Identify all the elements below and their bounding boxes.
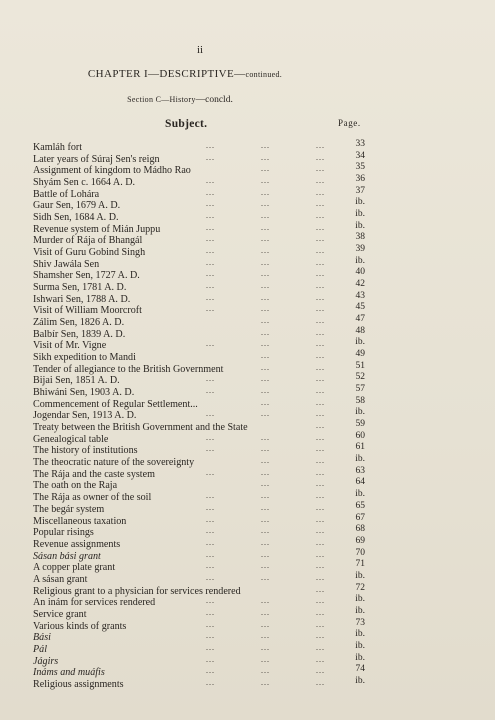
leader-dots: ...	[261, 211, 270, 221]
section-heading	[0, 95, 360, 105]
leader-dots: ...	[261, 456, 270, 466]
entry-title: Commencement of Regular Settlement...	[33, 398, 198, 410]
leader-dots: ...	[261, 607, 270, 617]
entry-page-number: ib.	[355, 255, 365, 266]
leader-dots: ...	[261, 176, 270, 186]
leader-dots: ...	[206, 386, 215, 396]
entry-page-number: ib.	[355, 675, 365, 686]
leader-dots: ...	[261, 304, 270, 314]
leader-dots: ...	[316, 351, 325, 361]
entry-page-number: ib.	[355, 197, 365, 208]
entry-page-number: 69	[355, 535, 365, 546]
leader-dots: ...	[261, 187, 270, 197]
entry-title: Religious assignments	[33, 678, 124, 690]
leader-dots: ...	[316, 281, 325, 291]
entry-page-number: 68	[355, 524, 365, 535]
entry-page-number: 72	[355, 582, 365, 593]
leader-dots: ...	[261, 479, 270, 489]
leader-dots: ...	[316, 677, 325, 687]
entry-page-number: 71	[355, 559, 365, 570]
entry-page-number: 64	[355, 477, 365, 488]
entry-title: Zálim Sen, 1826 A. D.	[33, 317, 125, 329]
leader-dots: ...	[261, 677, 270, 687]
entry-title: Jágirs	[33, 655, 59, 667]
leader-dots: ...	[316, 176, 325, 186]
leader-dots: ...	[261, 596, 270, 606]
leader-dots: ...	[316, 549, 325, 559]
leader-dots: ...	[316, 572, 325, 582]
entry-title: Genealogical table	[33, 433, 109, 445]
leader-dots: ...	[261, 246, 270, 256]
leader-dots: ...	[316, 374, 325, 384]
entry-title: Later years of Súraj Sen's reign	[33, 153, 160, 165]
leader-dots: ...	[206, 596, 215, 606]
entry-page-number: ib.	[355, 652, 365, 663]
entry-title: Miscellaneous taxation	[33, 515, 127, 527]
entry-page-number: 45	[355, 302, 365, 313]
leader-dots: ...	[316, 316, 325, 326]
entry-page-number: ib.	[355, 594, 365, 605]
entry-title: The oath on the Raja	[33, 480, 118, 492]
entry-title: Sikh expedition to Mandi	[33, 352, 136, 364]
leader-dots: ...	[261, 362, 270, 372]
entry-page-number: ib.	[355, 489, 365, 500]
entry-page-number: 58	[355, 395, 365, 406]
leader-dots: ...	[316, 561, 325, 571]
leader-dots: ...	[316, 409, 325, 419]
subject-column-header: Subject.	[165, 118, 208, 130]
leader-dots: ...	[261, 502, 270, 512]
leader-dots: ...	[261, 374, 270, 384]
entry-title: Sásan bási grant	[33, 550, 101, 562]
leader-dots: ...	[316, 654, 325, 664]
leader-dots: ...	[316, 246, 325, 256]
entry-title: Ináms and muáfis	[33, 667, 105, 679]
entry-page-number: 35	[355, 162, 365, 173]
leader-dots: ...	[261, 281, 270, 291]
entry-page-number: 40	[355, 267, 365, 278]
leader-dots: ...	[316, 596, 325, 606]
entry-page-number: 36	[355, 174, 365, 185]
entry-page-number: 48	[355, 325, 365, 336]
entry-page-number: 33	[355, 139, 365, 149]
entry-page-number: 49	[355, 349, 365, 360]
entry-title: Service grant	[33, 608, 87, 620]
leader-dots: ...	[206, 654, 215, 664]
leader-dots: ...	[316, 269, 325, 279]
leader-dots: ...	[316, 642, 325, 652]
leader-dots: ...	[206, 141, 215, 150]
entry-title: The theocratic nature of the sovereignty	[33, 457, 195, 469]
leader-dots: ...	[316, 257, 325, 267]
entry-page-number: 67	[355, 512, 365, 523]
entry-title: Ishwari Sen, 1788 A. D.	[33, 293, 131, 305]
entry-page-number: 60	[355, 430, 365, 441]
leader-dots: ...	[206, 444, 215, 454]
entry-page-number: ib.	[355, 220, 365, 231]
leader-dots: ...	[206, 339, 215, 349]
entry-page-number: 52	[355, 372, 365, 383]
leader-dots: ...	[316, 526, 325, 536]
leader-dots: ...	[206, 677, 215, 687]
leader-dots: ...	[261, 561, 270, 571]
entry-title: Revenue assignments	[33, 538, 121, 550]
entry-title: Bijai Sen, 1851 A. D.	[33, 375, 120, 387]
leader-dots: ...	[206, 304, 215, 314]
leader-dots: ...	[261, 316, 270, 326]
leader-dots: ...	[316, 479, 325, 489]
leader-dots: ...	[316, 397, 325, 407]
leader-dots: ...	[206, 281, 215, 291]
entry-title: Revenue system of Mián Juppu	[33, 223, 161, 235]
leader-dots: ...	[206, 257, 215, 267]
leader-dots: ...	[261, 351, 270, 361]
entry-page-number: 73	[355, 617, 365, 628]
entry-title: The history of institutions	[33, 445, 138, 457]
entry-page-number: 43	[355, 290, 365, 301]
contents-list	[33, 139, 373, 691]
leader-dots: ...	[261, 654, 270, 664]
leader-dots: ...	[261, 526, 270, 536]
entry-title: Assignment of kingdom to Mádho Rao	[33, 165, 191, 177]
leader-dots: ...	[206, 537, 215, 547]
leader-dots: ...	[316, 222, 325, 232]
leader-dots: ...	[206, 619, 215, 629]
leader-dots: ...	[261, 222, 270, 232]
leader-dots: ...	[316, 304, 325, 314]
entry-page-number: 59	[355, 419, 365, 430]
entry-title: Shyám Sen c. 1664 A. D.	[33, 177, 136, 189]
entry-title: Visit of Guru Gobind Singh	[33, 247, 146, 259]
leader-dots: ...	[316, 432, 325, 442]
page-column-header: Page.	[338, 118, 361, 128]
leader-dots: ...	[316, 327, 325, 337]
leader-dots: ...	[316, 584, 325, 594]
section-prefix: Section C—	[127, 95, 170, 104]
leader-dots: ...	[316, 292, 325, 302]
leader-dots: ...	[206, 234, 215, 244]
entry-title: Surma Sen, 1781 A. D.	[33, 282, 127, 294]
entry-page-number: ib.	[355, 454, 365, 465]
leader-dots: ...	[316, 619, 325, 629]
page-number: ii	[196, 44, 204, 56]
leader-dots: ...	[261, 292, 270, 302]
leader-dots: ...	[206, 374, 215, 384]
leader-dots: ...	[206, 246, 215, 256]
entry-title: Balbír Sen, 1839 A. D.	[33, 328, 126, 340]
leader-dots: ...	[316, 141, 325, 150]
entry-page-number: ib.	[355, 570, 365, 581]
leader-dots: ...	[206, 187, 215, 197]
leader-dots: ...	[261, 642, 270, 652]
entry-title: Treaty between the British Government and the State	[33, 422, 248, 434]
leader-dots: ...	[261, 257, 270, 267]
leader-dots: ...	[261, 397, 270, 407]
leader-dots: ...	[316, 164, 325, 174]
entry-page-number: 37	[355, 185, 365, 196]
leader-dots: ...	[316, 537, 325, 547]
leader-dots: ...	[261, 572, 270, 582]
leader-dots: ...	[261, 432, 270, 442]
leader-dots: ...	[316, 199, 325, 209]
leader-dots: ...	[316, 152, 325, 162]
leader-dots: ...	[206, 199, 215, 209]
leader-dots: ...	[261, 141, 270, 150]
entry-title: Visit of Mr. Vigne	[33, 340, 107, 352]
leader-dots: ...	[261, 152, 270, 162]
entry-page-number: 74	[355, 664, 365, 675]
chapter-heading	[0, 68, 370, 80]
entry-page-number: 57	[355, 384, 365, 395]
leader-dots: ...	[261, 234, 270, 244]
leader-dots: ...	[261, 164, 270, 174]
leader-dots: ...	[206, 432, 215, 442]
leader-dots: ...	[316, 234, 325, 244]
leader-dots: ...	[261, 339, 270, 349]
entry-title: A sásan grant	[33, 573, 88, 585]
entry-title: Murder of Rája of Bhangál	[33, 235, 143, 247]
leader-dots: ...	[261, 549, 270, 559]
leader-dots: ...	[206, 526, 215, 536]
leader-dots: ...	[316, 666, 325, 676]
leader-dots: ...	[206, 467, 215, 477]
section-suffix: —concld.	[195, 95, 233, 105]
leader-dots: ...	[316, 444, 325, 454]
entry-page-number: ib.	[355, 407, 365, 418]
entry-page-number: ib.	[355, 629, 365, 640]
leader-dots: ...	[316, 421, 325, 431]
leader-dots: ...	[316, 211, 325, 221]
entry-page-number: 61	[355, 442, 365, 453]
entry-page-number: 65	[355, 500, 365, 511]
entry-title: An inám for services rendered	[33, 597, 156, 609]
leader-dots: ...	[261, 491, 270, 501]
entry-title: Religious grant to a physician for services rendered	[33, 585, 241, 597]
leader-dots: ...	[206, 269, 215, 279]
chapter-suffix: continued.	[245, 70, 283, 79]
leader-dots: ...	[261, 619, 270, 629]
leader-dots: ...	[261, 514, 270, 524]
entry-title: Gaur Sen, 1679 A. D.	[33, 200, 121, 212]
leader-dots: ...	[206, 561, 215, 571]
entry-title: Kamláh fort	[33, 142, 83, 153]
contents-row	[33, 675, 373, 691]
leader-dots: ...	[261, 631, 270, 641]
entry-title: Shamsher Sen, 1727 A. D.	[33, 270, 140, 282]
entry-page-number: 38	[355, 232, 365, 243]
leader-dots: ...	[206, 502, 215, 512]
leader-dots: ...	[316, 456, 325, 466]
leader-dots: ...	[261, 666, 270, 676]
entry-title: Sidh Sen, 1684 A. D.	[33, 212, 119, 224]
entry-page-number: 42	[355, 279, 365, 290]
entry-title: Jogendar Sen, 1913 A. D.	[33, 410, 137, 422]
entry-title: Pál	[33, 643, 48, 655]
leader-dots: ...	[261, 537, 270, 547]
leader-dots: ...	[316, 362, 325, 372]
entry-title: Bhiwáni Sen, 1903 A. D.	[33, 387, 135, 399]
entry-title: Various kinds of grants	[33, 620, 127, 632]
entry-page-number: ib.	[355, 640, 365, 651]
leader-dots: ...	[206, 572, 215, 582]
leader-dots: ...	[206, 176, 215, 186]
entry-title: Shiv Jawála Sen	[33, 258, 100, 270]
entry-page-number: 70	[355, 547, 365, 558]
leader-dots: ...	[261, 199, 270, 209]
leader-dots: ...	[316, 386, 325, 396]
entry-page-number: ib.	[355, 337, 365, 348]
leader-dots: ...	[261, 327, 270, 337]
leader-dots: ...	[316, 339, 325, 349]
leader-dots: ...	[206, 292, 215, 302]
entry-title: The Rája and the caste system	[33, 468, 155, 480]
leader-dots: ...	[261, 444, 270, 454]
chapter-title: CHAPTER I—DESCRIPTIVE—	[87, 68, 246, 80]
entry-title: Visit of William Moorcroft	[33, 305, 142, 317]
entry-title: Bási	[33, 632, 51, 644]
entry-page-number: 63	[355, 465, 365, 476]
leader-dots: ...	[206, 491, 215, 501]
leader-dots: ...	[206, 642, 215, 652]
leader-dots: ...	[316, 607, 325, 617]
leader-dots: ...	[316, 502, 325, 512]
leader-dots: ...	[206, 409, 215, 419]
entry-title: Battle of Lohára	[33, 188, 100, 200]
leader-dots: ...	[316, 467, 325, 477]
leader-dots: ...	[261, 269, 270, 279]
leader-dots: ...	[261, 467, 270, 477]
leader-dots: ...	[206, 514, 215, 524]
entry-title: The begár system	[33, 503, 105, 515]
entry-title: The Rája as owner of the soil	[33, 492, 152, 504]
entry-title: Popular risings	[33, 527, 94, 539]
entry-page-number: 51	[355, 360, 365, 371]
leader-dots: ...	[316, 491, 325, 501]
entry-page-number: 34	[355, 150, 365, 161]
entry-title: A copper plate grant	[33, 562, 116, 574]
leader-dots: ...	[206, 607, 215, 617]
entry-page-number: ib.	[355, 605, 365, 616]
leader-dots: ...	[206, 549, 215, 559]
section-title: History	[169, 95, 196, 104]
leader-dots: ...	[206, 152, 215, 162]
leader-dots: ...	[261, 386, 270, 396]
entry-title: Tender of allegiance to the British Government	[33, 363, 224, 375]
leader-dots: ...	[316, 514, 325, 524]
leader-dots: ...	[316, 631, 325, 641]
leader-dots: ...	[316, 187, 325, 197]
leader-dots: ...	[261, 409, 270, 419]
leader-dots: ...	[206, 631, 215, 641]
leader-dots: ...	[206, 211, 215, 221]
leader-dots: ...	[206, 222, 215, 232]
entry-page-number: 47	[355, 314, 365, 325]
entry-page-number: ib.	[355, 209, 365, 220]
leader-dots: ...	[206, 666, 215, 676]
entry-page-number: 39	[355, 244, 365, 255]
